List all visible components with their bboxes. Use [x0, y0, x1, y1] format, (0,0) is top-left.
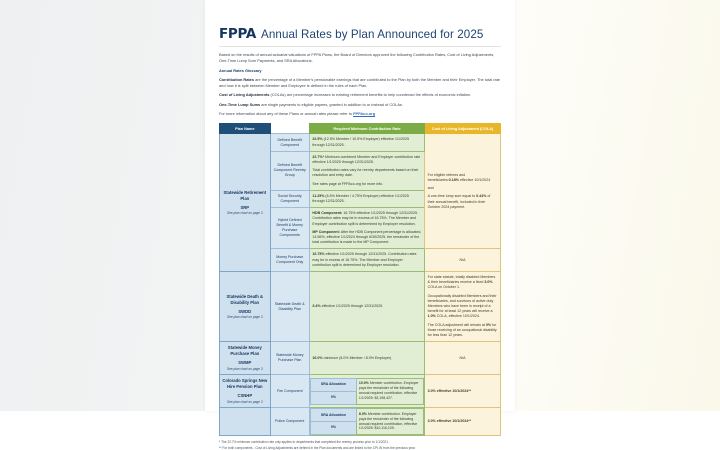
rate-value: 22.5%	[312, 137, 323, 142]
plan-note: See plan chart on page 3	[226, 399, 263, 404]
fire-rate-text	[356, 378, 423, 404]
glossary-term: One-Time Lump Sums	[219, 101, 261, 107]
cola-value: 3.0%	[484, 280, 493, 285]
cola-text: For state statute, totally disabled Members & their beneficiaries receive a fixed	[427, 274, 496, 285]
rate-value: 16.0%	[312, 355, 323, 360]
cola-text: and	[427, 186, 434, 191]
rate-text: Minimum combined Member and Employer contribution rate effective 1/1/2025 through 12/31/2025.	[312, 154, 421, 164]
plan-cell-swmp	[220, 342, 271, 375]
component-cell-police: Police Component	[270, 408, 309, 436]
plan-cell-csnhp-cont	[220, 408, 271, 436]
component-cell: Defined Benefit Component	[270, 134, 309, 151]
plan-cell-srp	[220, 134, 271, 272]
glossary-item-cola	[219, 92, 501, 98]
rate-cell	[309, 151, 424, 190]
rate-text: 16.75% effective 1/1/2025 through 12/31/2025. Contribution rates may be in excess of 16.75%. The Member and Employer contribution split is determined by Employer resolution.	[312, 211, 419, 226]
glossary-text: (COLAs) are percentage increases to existing retirement benefits to help counteract the effects of economic inflation.	[269, 92, 472, 98]
police-rate-text	[356, 409, 423, 435]
cola-cell-swdd	[425, 271, 501, 341]
rate-value: 11.25%	[312, 193, 325, 198]
rate-text: effective 1/1/2025 through 12/31/2025. Contribution rates may be in excess of 16.75%. The Member and Employer contribution split is determined by Employer resolution.	[312, 252, 417, 267]
cola-value: 0.44%	[476, 194, 487, 199]
cola-value: 3.0% effective 10/1/2024**	[427, 418, 472, 423]
rate-cell	[309, 134, 424, 151]
plan-name: Statewide Death & Disability Plan	[226, 293, 264, 305]
rate-cell-police	[309, 408, 424, 436]
cola-value: 1.0%	[427, 314, 436, 319]
rate-value: 16.75%	[312, 252, 325, 257]
rate-cell	[309, 342, 424, 375]
rate-text: effective 1/1/2025 through 12/31/2025.	[320, 304, 384, 308]
header-cola: Cost of Living Adjustment (COLA)	[425, 124, 501, 134]
component-cell: Statewide Death & Disability Plan	[270, 271, 309, 341]
cola-cell-srp	[425, 134, 501, 249]
document-header	[219, 26, 501, 47]
plan-abbr: CSNHP	[237, 393, 253, 399]
cola-value: 0%	[485, 322, 492, 327]
component-cell: Hybrid Defined Benefit & Money Purchase Components	[270, 208, 309, 249]
table-row	[220, 408, 501, 436]
rate-cell	[309, 271, 424, 341]
plan-cell-swdd	[220, 271, 271, 341]
cola-text: A one-time lump sum equal to	[427, 194, 477, 199]
header-contribution-rate: Required Minimum Contribution Rate	[309, 124, 424, 134]
rate-value: 10.0%	[358, 381, 369, 386]
document-page	[205, 0, 515, 450]
sra-allocation-label: SRA Allocation	[310, 409, 356, 422]
plan-abbr: SWDD	[238, 308, 252, 314]
plan-abbr: SRP	[240, 204, 250, 210]
header-plan-name: Plan Name	[220, 124, 271, 134]
rate-text: (6.5% Member / 4.75% Employer) effective 1/1/2025 through 12/31/2025.	[312, 193, 409, 203]
glossary-term: Cost of Living Adjustments	[219, 92, 270, 98]
cola-text: The COLA adjustment will remain at	[427, 322, 486, 327]
more-info-text: For more information about any of these Plans or annual rates please refer to	[219, 111, 354, 117]
rate-text: minimum (8.0% Member / 8.0% Employer)	[322, 355, 392, 360]
intro-paragraph: Based on the results of annual actuarial valuations of FPPA Plans, the Board of Directors approved the following Contribution Rates, Cost of Living Adjustments, One-Time Lump Sum Payments, and SRA Allocations.	[219, 52, 495, 64]
sra-allocation-value: 0%	[310, 422, 356, 435]
component-cell: Defined Benefit Component Reentry Group	[270, 151, 309, 190]
plan-name: Colorado Springs New Hire Pension Plan	[222, 378, 268, 390]
table-row	[220, 271, 501, 341]
rate-text: Member contribution. Employer pays the remainder of the following annual required contribution, effective 1/1/2025: $3,198,427.	[358, 381, 419, 401]
cola-text: COLA, effective 10/1/2024.	[435, 314, 480, 319]
component-cell: Social Security Component	[270, 190, 309, 207]
cola-cell-swmp: N/A	[425, 342, 501, 375]
table-header-row	[220, 124, 501, 134]
cola-value: 0.18%	[448, 177, 459, 182]
glossary-item-lump-sums	[219, 102, 501, 108]
footnote-2: ** For both components - Cost of Living Adjustments are defined in the Plan documents and are linked to the CPI-W from the previous year.	[219, 445, 416, 450]
table-row	[220, 134, 501, 151]
glossary-term: Contribution Rates	[219, 76, 255, 82]
cola-value: 3.0% effective 10/1/2024**	[427, 388, 472, 393]
header-spacer	[270, 124, 309, 134]
cola-text: of their annual benefit, included in their October 2024 payment.	[427, 194, 491, 209]
plan-name: Statewide Retirement Plan	[223, 189, 267, 201]
fppaco-link[interactable]: FPPAco.org	[353, 111, 376, 117]
table-row	[220, 375, 501, 408]
plan-name: Statewide Money Purchase Plan	[227, 345, 262, 357]
rate-text: See rates page at FPPAco.org for more info.	[312, 181, 384, 186]
rate-text: Member contribution. Employer pays the remainder of the following annual required contribution, effective 1/1/2025: $10,116,109.	[358, 411, 418, 431]
rate-cell	[309, 190, 424, 207]
page-title: Annual Rates by Plan Announced for 2025	[261, 28, 484, 41]
sra-subtable-fire	[310, 378, 424, 405]
cola-text: COLA on October 1.	[427, 285, 460, 290]
rate-text: After the HDB Component percentage is allocated, 14.56%, effective 1/1/2024 through 6/30/2025, the remainder of the total contribution is made to the MP Component.	[312, 229, 422, 245]
glossary-text: are single payments to eligible payees, granted in addition to or instead of COLAs.	[260, 101, 403, 107]
fppa-logo: FPPA	[219, 26, 257, 42]
rate-text: (12.5% Member / 10.5% Employer) effective 1/1/2025 through 12/31/2025.	[312, 137, 410, 147]
sra-allocation-value: 0%	[310, 391, 356, 404]
cola-text: effective 10/1/2024	[459, 177, 491, 182]
sra-subtable-police	[310, 408, 424, 435]
cola-cell-fire	[425, 375, 501, 408]
rate-value: 22.7%*	[312, 154, 324, 159]
more-info-paragraph	[219, 111, 501, 117]
glossary-text: are the percentage of a Member's pensionable earnings that are contributed to the Plan by both the Member and their Employer. The total rate and how it is split between Member and Employee is defined in the rules of each Plan.	[219, 76, 500, 88]
rate-label: HDB Component:	[312, 211, 343, 216]
plan-abbr: SWMP	[238, 360, 252, 366]
sra-allocation-label: SRA Allocation	[310, 378, 356, 391]
cola-text: Occupationally disabled Members and their beneficiaries, and survivors of active duty Members who have been in receipt of a benefit for at least 12 years will receive a	[427, 293, 497, 314]
plan-note: See plan chart on page 3	[226, 315, 263, 320]
component-cell-fire: Fire Component	[270, 375, 309, 408]
cola-cell-police	[425, 408, 501, 436]
rate-text: Total contribution rates vary for reentry departments based on their resolution and entry date.	[312, 168, 419, 178]
glossary-heading: Annual Rates Glossary	[219, 68, 262, 74]
plan-note: See plan chart on page 3	[226, 211, 263, 216]
component-cell: Statewide Money Purchase Plan	[270, 342, 309, 375]
rate-cell	[309, 249, 424, 272]
rate-value: 8.0%	[358, 411, 367, 416]
component-cell: Money Purchase Component Only	[270, 249, 309, 272]
footnote-1: * The 22.7% minimum contribution rate only applies to departments that completed the reentry process prior to 1/1/2021.	[219, 439, 389, 444]
table-row	[220, 342, 501, 375]
cola-text: for those receiving of an occupational disability for less than 12 years.	[427, 322, 497, 338]
rate-value: 3.4%	[312, 304, 321, 308]
plan-note: See plan chart on page 3	[226, 366, 263, 371]
footnotes	[219, 440, 501, 450]
cola-cell-na: N/A	[425, 249, 501, 272]
rate-cell	[309, 208, 424, 249]
rate-cell-fire	[309, 375, 424, 408]
cola-text: For eligible retirees and beneficiaries:	[427, 172, 466, 182]
annual-rates-table	[219, 123, 501, 435]
glossary-item-contribution-rates	[219, 77, 501, 89]
rate-label: MP Component:	[312, 229, 340, 234]
plan-cell-csnhp	[220, 375, 271, 408]
